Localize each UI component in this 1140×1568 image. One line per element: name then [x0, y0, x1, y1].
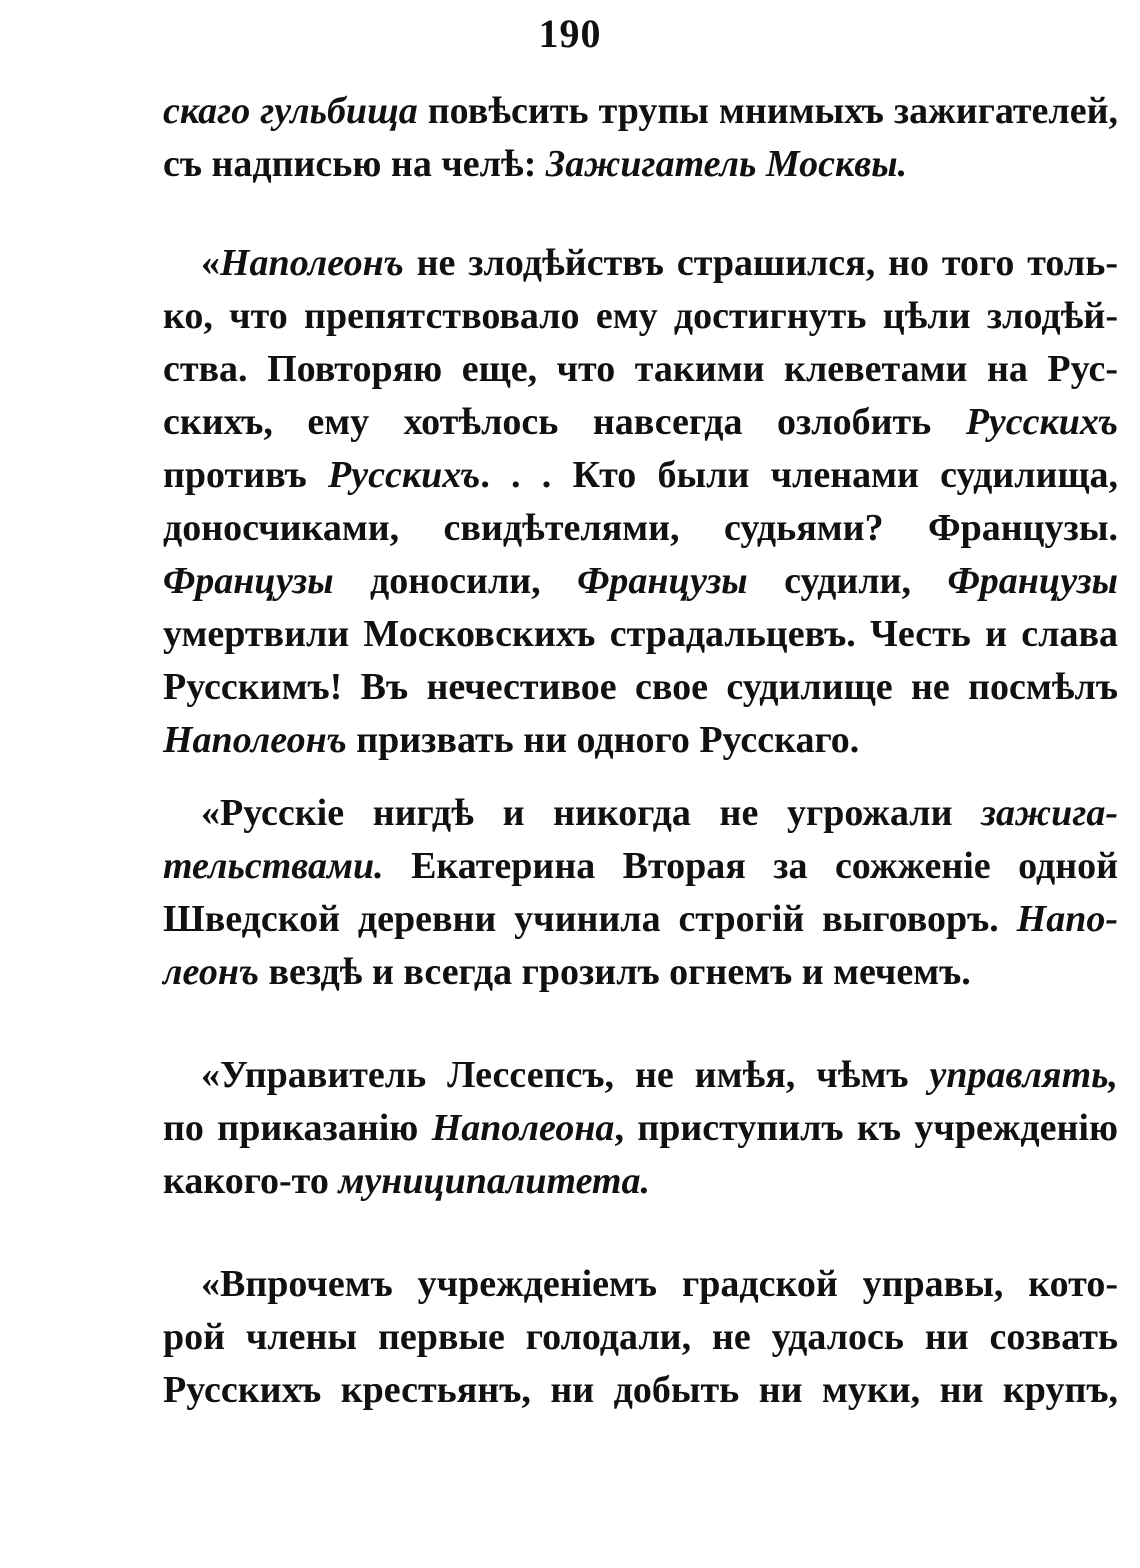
text-line [163, 237, 1118, 290]
text-run: рой члены первые голодали, не удалось ни созвать [163, 1316, 1118, 1358]
text-line [163, 290, 1118, 343]
text-run: доносили, [333, 560, 578, 602]
italic-text: Французы [947, 560, 1118, 602]
text-run: какого-то [163, 1160, 339, 1202]
text-run: ства. Повторяю еще, что такими клеветами на Рус- [163, 348, 1118, 390]
italic-text: Русскихъ [965, 401, 1118, 443]
text-line [163, 661, 1118, 714]
text-line [163, 840, 1118, 893]
text-run: вездѣ и всегда грозилъ огнемъ и мечемъ. [258, 951, 971, 993]
italic-text: леонъ [163, 951, 259, 993]
paragraph [163, 1049, 1118, 1208]
text-run: «Русскіе нигдѣ и никогда не угрожали [201, 792, 982, 834]
text-run: Русскимъ! Въ нечестивое свое судилище не посмѣлъ [163, 666, 1118, 708]
text-run: призвать ни одного Русскаго. [346, 719, 860, 761]
text-run: «Впрочемъ учрежденіемъ градской управы, кото- [201, 1263, 1118, 1305]
text-line [163, 1155, 1118, 1208]
text-run: судили, [747, 560, 948, 602]
italic-text: Наполеонъ [220, 242, 404, 284]
italic-text: управлять, [929, 1054, 1118, 1096]
text-run: «Управитель Лессепсъ, не имѣя, чѣмъ [201, 1054, 930, 1096]
text-line [163, 1311, 1118, 1364]
text-run: повѣсить трупы мнимыхъ зажигателей, [417, 90, 1118, 132]
text-run: не злодѣйствъ страшился, но того толь- [403, 242, 1118, 284]
text-line [163, 714, 1118, 767]
italic-text: Зажигатель Москвы. [545, 143, 908, 185]
paragraph [163, 85, 1118, 191]
text-run: Екатерина Вторая за сожженіе одной [383, 845, 1118, 887]
paragraph [163, 787, 1118, 999]
italic-text: Наполеона [431, 1107, 615, 1149]
text-run: . . . Кто были членами судилища, [480, 454, 1118, 496]
paragraph [163, 1258, 1118, 1417]
text-line [163, 396, 1118, 449]
italic-text: скаго гульбища [163, 90, 418, 132]
text-line [163, 608, 1118, 661]
text-line [163, 1049, 1118, 1102]
text-line [163, 1102, 1118, 1155]
text-line [163, 502, 1118, 555]
text-run: по приказанію [163, 1107, 432, 1149]
text-line [163, 946, 1118, 999]
text-run: съ надписью на челѣ: [163, 143, 546, 185]
text-run: противъ [163, 454, 329, 496]
text-run: скихъ, ему хотѣлось навсегда озлобить [163, 401, 966, 443]
text-run: ко, что препятствовало ему достигнуть цѣли злодѣй- [163, 295, 1118, 337]
text-line [163, 1364, 1118, 1417]
italic-text: муниципалитета. [338, 1160, 650, 1202]
text-run: умертвили Московскихъ страдальцевъ. Честь и слава [163, 613, 1118, 655]
text-run: Русскихъ крестьянъ, ни добыть ни муки, ни крупъ, [163, 1369, 1118, 1411]
italic-text: Русскихъ [328, 454, 481, 496]
italic-text: тельствами. [163, 845, 384, 887]
text-line [163, 138, 1118, 191]
text-run: « [201, 242, 220, 284]
text-line [163, 85, 1118, 138]
text-line [163, 343, 1118, 396]
italic-text: Французы [163, 560, 334, 602]
italic-text: Французы [577, 560, 748, 602]
text-line [163, 1258, 1118, 1311]
paragraph [163, 237, 1118, 767]
italic-text: Наполеонъ [163, 719, 347, 761]
text-line [163, 893, 1118, 946]
text-run: , приступилъ къ учрежденію [614, 1107, 1118, 1149]
italic-text: зажига- [981, 792, 1118, 834]
text-line [163, 787, 1118, 840]
text-run: Шведской деревни учинила строгій выговоръ. [163, 898, 1017, 940]
page-number: 190 [538, 11, 602, 56]
italic-text: Напо- [1016, 898, 1118, 940]
text-line [163, 555, 1118, 608]
text-line [163, 449, 1118, 502]
text-run: доносчиками, свидѣтелями, судьями? Французы. [163, 507, 1118, 549]
